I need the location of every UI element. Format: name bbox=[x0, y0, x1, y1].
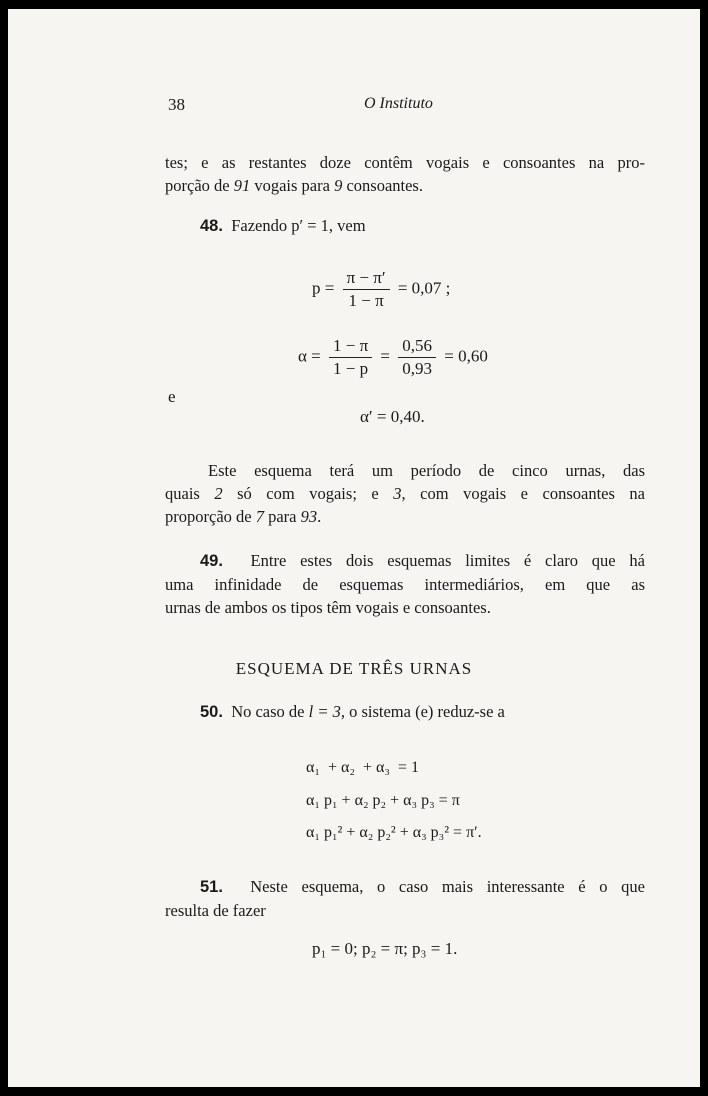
section-51-line-2: resulta de fazer bbox=[165, 901, 266, 920]
section-49-line-3: urnas de ambos os tipos têm vogais e consoantes. bbox=[165, 598, 491, 617]
scheme-line-3: proporção de 7 para 93. bbox=[165, 507, 322, 526]
section-48-text: Fazendo p′ = 1, vem bbox=[231, 216, 366, 235]
equation-alpha: α = $\frac{1 - \pi}{1 - p}$ = $\frac{0,56}{0,93}$ = 0,60 bbox=[298, 336, 488, 378]
conjunction-e: e bbox=[168, 387, 176, 406]
section-48-line bbox=[200, 216, 366, 236]
section-number: 48. bbox=[200, 217, 223, 235]
intro-line-2: porção de 91 vogais para 9 consoantes. bbox=[165, 176, 423, 195]
equation-p: p = $\frac{\pi - \pi'}{1 - \pi}$ = 0,07 ; bbox=[312, 268, 451, 310]
intro-paragraph bbox=[165, 151, 645, 197]
equation-p-values: p₁ = 0; p₂ = π; p₃ = 1. bbox=[312, 939, 458, 958]
section-number: 51. bbox=[200, 878, 223, 896]
page-number: 38 bbox=[168, 95, 185, 114]
scheme-paragraph bbox=[165, 459, 645, 528]
section-49-line-1: 49. Entre estes dois esquemas limites é claro que há bbox=[200, 551, 646, 570]
running-title: O Instituto bbox=[364, 95, 433, 112]
scheme-line-2: quais 2 só com vogais; e 3, com vogais e consoantes na bbox=[165, 484, 645, 503]
intro-line-1: tes; e as restantes doze contêm vogais e consoantes na pro- bbox=[165, 153, 645, 172]
scheme-line-1: Este esquema terá um período de cinco urnas, das bbox=[208, 461, 645, 480]
section-51-paragraph bbox=[165, 875, 645, 922]
section-50-line: 50. No caso de l = 3, o sistema (e) reduz-se a bbox=[200, 702, 505, 721]
system-equation-1: α₁ + α₂ + α₃ = 1 bbox=[306, 759, 419, 776]
section-number: 50. bbox=[200, 703, 223, 721]
system-equation-3: α₁ p₁² + α₂ p₂² + α₃ p₃² = π′. bbox=[306, 824, 482, 841]
equation-alpha-prime: α′ = 0,40. bbox=[360, 407, 425, 426]
section-49-paragraph bbox=[165, 549, 645, 619]
section-heading: ESQUEMA DE TRÊS URNAS bbox=[235, 659, 473, 678]
section-49-line-2: uma infinidade de esquemas intermediários, em que as bbox=[165, 575, 645, 594]
system-equation-2: α₁ p₁ + α₂ p₂ + α₃ p₃ = π bbox=[306, 792, 460, 809]
book-page bbox=[8, 9, 700, 1087]
section-51-line-1: 51. Neste esquema, o caso mais interessante é o que bbox=[200, 877, 645, 896]
section-number: 49. bbox=[200, 552, 223, 570]
